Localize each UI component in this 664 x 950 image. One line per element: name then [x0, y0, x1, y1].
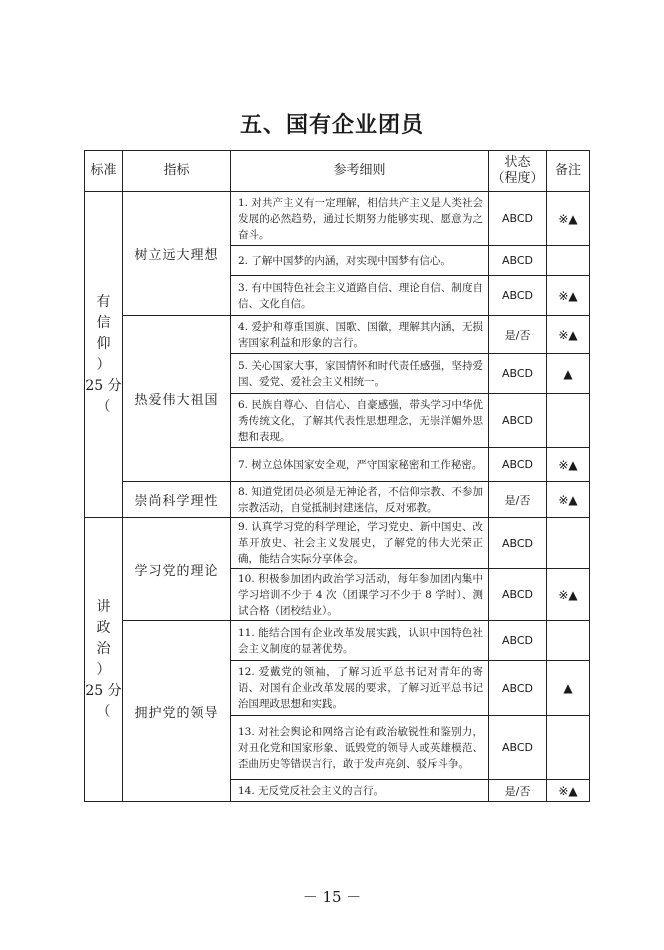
detail-cell: 2. 了解中国梦的内涵，对实现中国梦有信心。 — [231, 246, 489, 276]
detail-cell: 1. 对共产主义有一定理解，相信共产主义是人类社会发展的必然趋势，通过长期努力能够实现、愿意为之奋斗。 — [231, 192, 489, 246]
standard-label-line: ） — [96, 661, 111, 678]
note-cell — [547, 716, 590, 780]
note-cell: ※▲ — [547, 276, 590, 316]
header-status — [489, 151, 547, 192]
status-cell: 是/否 — [489, 780, 547, 802]
detail-cell: 12. 爱戴党的领袖，了解习近平总书记对青年的寄语、对国有企业改革发展的要求，了解习近平总书记治国理政思想和实践。 — [231, 661, 489, 716]
detail-cell: 9. 认真学习党的科学理论，学习党史、新中国史、改革开放史、社会主义发展史，了解党的伟大光荣正确，能结合实际分享体会。 — [231, 518, 489, 569]
indicator-cell: 拥护党的领导 — [123, 621, 231, 802]
detail-cell: 3. 有中国特色社会主义道路自信、理论自信、制度自信、文化自信。 — [231, 276, 489, 316]
status-cell: ABCD — [489, 394, 547, 448]
table-row — [85, 621, 590, 661]
detail-cell: 5. 关心国家大事，家国情怀和时代责任感强，坚持爱国、爱党、爱社会主义相统一。 — [231, 354, 489, 394]
header-note: 备注 — [547, 151, 590, 192]
standard-cell — [85, 518, 123, 802]
indicator-cell: 热爱伟大祖国 — [123, 316, 231, 482]
status-cell: ABCD — [489, 661, 547, 716]
note-cell: ※▲ — [547, 569, 590, 621]
detail-cell: 14. 无反党反社会主义的言行。 — [231, 780, 489, 802]
detail-cell: 10. 积极参加团内政治学习活动，每年参加团内集中学习培训不少于 4 次（团课学习不少于 8 学时）、测试合格（团校结业）。 — [231, 569, 489, 621]
status-cell: ABCD — [489, 518, 547, 569]
detail-cell: 4. 爱护和尊重国旗、国歌、国徽，理解其内涵，无损害国家利益和形象的言行。 — [231, 316, 489, 354]
standard-label-line: 治 — [96, 640, 111, 657]
status-cell: ABCD — [489, 246, 547, 276]
detail-cell: 8. 知道党团员必须是无神论者，不信仰宗教、不参加宗教活动，自觉抵制封建迷信，反对邪教。 — [231, 482, 489, 518]
standard-label-line: （ — [96, 398, 111, 415]
header-standard: 标准 — [85, 151, 123, 192]
note-cell: ※▲ — [547, 482, 590, 518]
status-cell: ABCD — [489, 716, 547, 780]
header-indicator: 指标 — [123, 151, 231, 192]
table-row — [85, 482, 590, 518]
status-cell: ABCD — [489, 448, 547, 482]
page-number: － 15 － — [302, 888, 362, 906]
note-cell — [547, 246, 590, 276]
note-cell: ※▲ — [547, 192, 590, 246]
standard-label-line: 政 — [96, 619, 111, 636]
table-row — [85, 316, 590, 354]
standard-label-line: 信 — [96, 314, 111, 331]
status-cell: ABCD — [489, 354, 547, 394]
standard-label-line: 25 分 — [85, 377, 122, 394]
detail-cell: 13. 对社会舆论和网络言论有政治敏锐性和鉴别力，对丑化党和国家形象、诋毁党的领导人或英雄模范、歪曲历史等错误言行，敢于发声亮剑、驳斥斗争。 — [231, 716, 489, 780]
indicator-cell: 崇尚科学理性 — [123, 482, 231, 518]
note-cell — [547, 621, 590, 661]
indicator-cell: 树立远大理想 — [123, 192, 231, 316]
status-cell: ABCD — [489, 621, 547, 661]
standard-label-line: 有 — [96, 293, 111, 310]
standard-label-line: （ — [96, 703, 111, 720]
evaluation-table — [84, 150, 590, 802]
note-cell — [547, 394, 590, 448]
header-status-line2: （程度） — [491, 171, 544, 186]
header-row — [85, 151, 590, 192]
page-title: 五、国有企业团员 — [239, 112, 424, 138]
standard-cell — [85, 192, 123, 518]
detail-cell: 6. 民族自尊心、自信心、自豪感强，带头学习中华优秀传统文化，了解其代表性思想理念，无崇洋媚外思想和表现。 — [231, 394, 489, 448]
note-cell: ※▲ — [547, 780, 590, 802]
standard-label-line: 讲 — [96, 598, 111, 615]
note-cell — [547, 518, 590, 569]
status-cell: 是/否 — [489, 482, 547, 518]
note-cell: ▲ — [547, 661, 590, 716]
standard-label-line: ） — [96, 356, 111, 373]
indicator-cell: 学习党的理论 — [123, 518, 231, 621]
status-cell: ABCD — [489, 192, 547, 246]
status-cell: 是/否 — [489, 316, 547, 354]
header-status-line1: 状态 — [504, 155, 531, 170]
table-row — [85, 192, 590, 246]
status-cell: ABCD — [489, 276, 547, 316]
standard-label-line: 25 分 — [85, 682, 122, 699]
note-cell: ▲ — [547, 354, 590, 394]
detail-cell: 7. 树立总体国家安全观，严守国家秘密和工作秘密。 — [231, 448, 489, 482]
note-cell: ※▲ — [547, 316, 590, 354]
detail-cell: 11. 能结合国有企业改革发展实践，认识中国特色社会主义制度的显著优势。 — [231, 621, 489, 661]
standard-label-line: 仰 — [96, 335, 111, 352]
status-cell: ABCD — [489, 569, 547, 621]
table-row — [85, 518, 590, 569]
note-cell: ※▲ — [547, 448, 590, 482]
header-detail: 参考细则 — [231, 151, 489, 192]
